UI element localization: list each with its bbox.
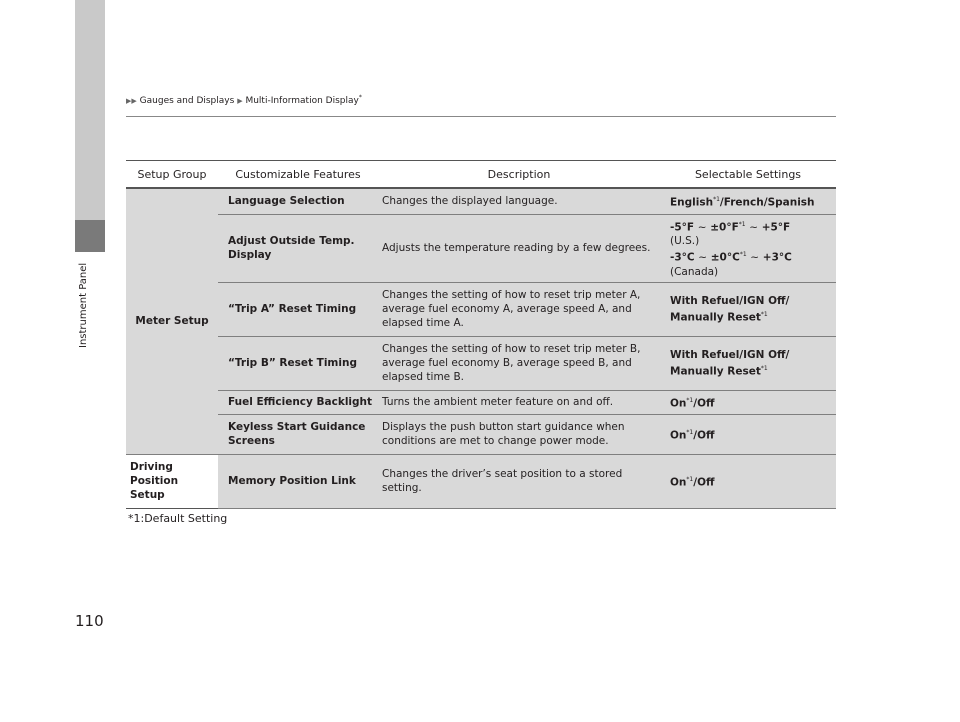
table-header-row <box>126 161 836 189</box>
description-cell: Changes the setting of how to reset trip meter A, average fuel economy A, average speed A, and elapsed time A. <box>378 282 660 336</box>
settings-cell: With Refuel/IGN Off/ Manually Reset$^{*1}$ <box>660 336 836 390</box>
breadcrumb <box>126 94 362 106</box>
breadcrumb-arrow-icon: ▶ <box>237 97 243 105</box>
table-row <box>126 454 836 508</box>
feature-cell: Fuel Efficiency Backlight <box>218 390 378 414</box>
description-cell: Adjusts the temperature reading by a few degrees. <box>378 214 660 282</box>
breadcrumb-asterisk: * <box>358 94 362 101</box>
header-rule <box>126 116 836 117</box>
table-row <box>126 188 836 214</box>
description-cell: Displays the push button start guidance when conditions are met to change power mode. <box>378 414 660 454</box>
settings-cell: -5°F ~ ±0°F$^{*1}$ ~ +5°F (U.S.) -3°C ~ ±0°C$^{*1}$ ~ +3°C (Canada) <box>660 214 836 282</box>
breadcrumb-item-gauges[interactable]: Gauges and Displays <box>139 96 235 106</box>
side-strip <box>75 0 105 252</box>
feature-cell: Memory Position Link <box>218 454 378 508</box>
settings-cell: With Refuel/IGN Off/ Manually Reset$^{*1}$ <box>660 282 836 336</box>
page-number: 110 <box>75 612 104 630</box>
group-driving-position-setup: Driving Position Setup <box>126 454 218 508</box>
feature-cell: Language Selection <box>218 188 378 214</box>
description-cell: Changes the setting of how to reset trip meter B, average fuel economy B, average speed B, and elapsed time B. <box>378 336 660 390</box>
table-row <box>126 336 836 390</box>
feature-cell: “Trip B” Reset Timing <box>218 336 378 390</box>
settings-cell: On$^{*1}$/Off <box>660 390 836 414</box>
settings-cell: On$^{*1}$/Off <box>660 414 836 454</box>
settings-cell: On$^{*1}$/Off <box>660 454 836 508</box>
footnote: *1:Default Setting <box>128 512 228 525</box>
header-customizable-features: Customizable Features <box>218 161 378 189</box>
feature-cell: Adjust Outside Temp. Display <box>218 214 378 282</box>
feature-cell: Keyless Start Guidance Screens <box>218 414 378 454</box>
settings-cell: English$^{*1}$/French/Spanish <box>660 188 836 214</box>
settings-table <box>126 160 836 509</box>
section-tab-marker <box>75 220 105 252</box>
description-cell: Changes the driver’s seat position to a stored setting. <box>378 454 660 508</box>
header-selectable-settings: Selectable Settings <box>660 161 836 189</box>
header-description: Description <box>378 161 660 189</box>
table-row <box>126 414 836 454</box>
breadcrumb-arrow-icon: ▶▶ <box>126 97 137 105</box>
description-cell: Turns the ambient meter feature on and off. <box>378 390 660 414</box>
feature-cell: “Trip A” Reset Timing <box>218 282 378 336</box>
group-meter-setup: Meter Setup <box>126 188 218 454</box>
side-tab-label: Instrument Panel <box>78 262 89 348</box>
header-setup-group: Setup Group <box>126 161 218 189</box>
table-row <box>126 390 836 414</box>
table-row <box>126 282 836 336</box>
table-row <box>126 214 836 282</box>
description-cell: Changes the displayed language. <box>378 188 660 214</box>
breadcrumb-item-mid[interactable]: Multi-Information Display <box>245 96 359 106</box>
